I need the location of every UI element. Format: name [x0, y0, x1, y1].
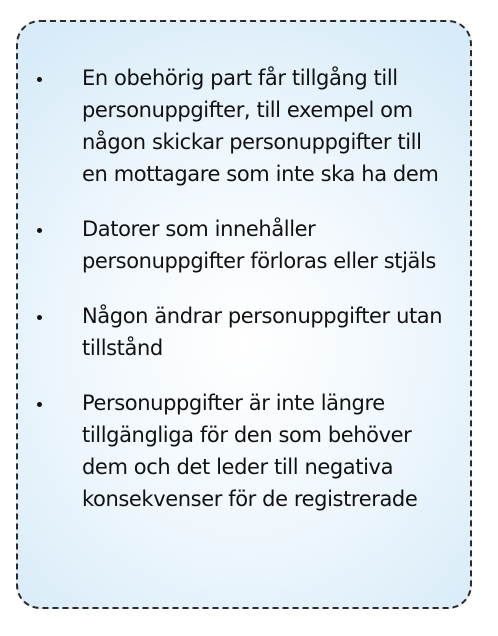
bullet-icon [37, 228, 42, 233]
bullet-icon [37, 402, 42, 407]
list-item-text: Personuppgifter är inte längre tillgängliga för den som behöver dem och det leder till negativa konsekvenser för de registrerade [82, 391, 418, 511]
list-item [18, 62, 470, 190]
list-item-text: Datorer som innehåller personuppgifter förloras eller stjäls [82, 217, 436, 273]
list-item [18, 387, 470, 515]
info-box [16, 20, 472, 609]
list-item [18, 213, 470, 277]
bullet-list [18, 62, 470, 538]
list-item-text: Någon ändrar personuppgifter utan tillstånd [82, 304, 443, 360]
list-item [18, 300, 470, 364]
bullet-icon [37, 77, 42, 82]
list-item-text: En obehörig part får tillgång till personuppgifter, till exempel om någon skickar personuppgifter till en mottagare som inte ska ha dem [82, 66, 439, 186]
bullet-icon [37, 315, 42, 320]
